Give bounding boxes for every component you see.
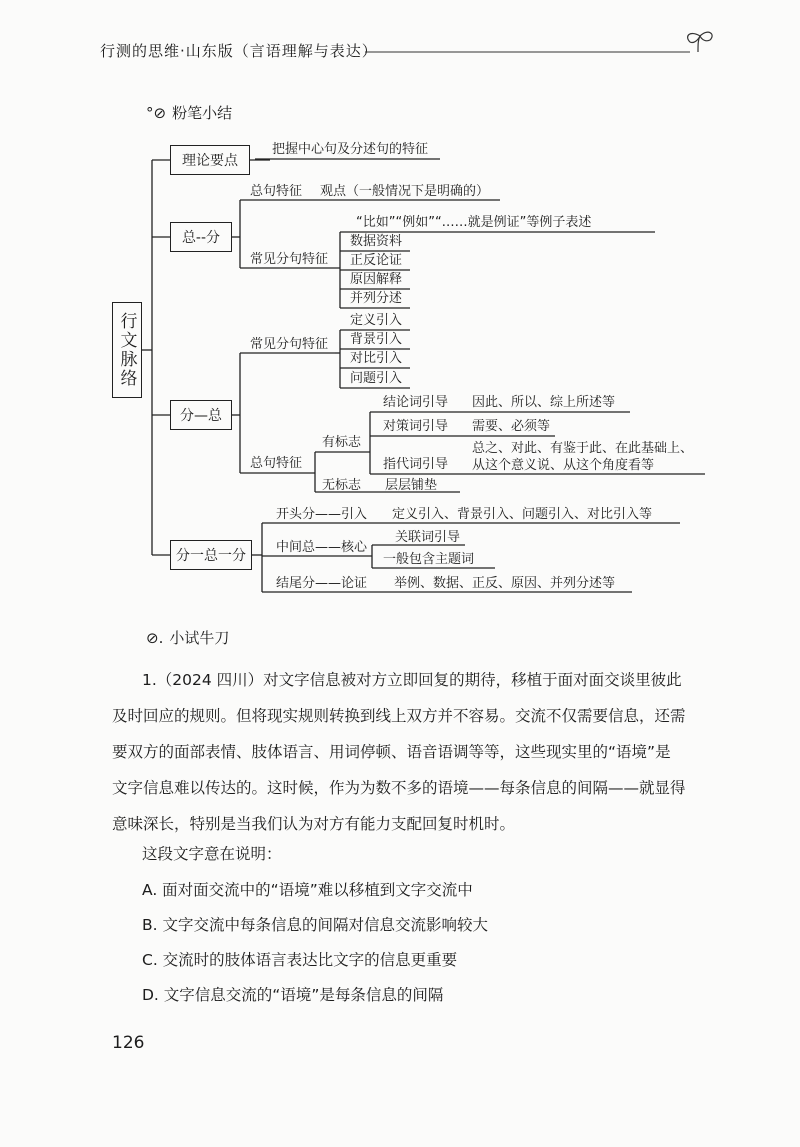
node-middle: 中间总——核心 — [276, 540, 368, 555]
list-item: 一般包含主题词 — [383, 552, 475, 567]
marker-pronoun-label: 指代词引导 — [383, 457, 449, 472]
node-opening-value: 定义引入、背景引入、问题引入、对比引入等 — [392, 507, 653, 522]
section-summary-label: 粉笔小结 — [172, 104, 233, 122]
node-without-marker-value: 层层铺垫 — [385, 478, 438, 493]
circle-slash-icon: °⊘ — [146, 104, 167, 122]
question-prompt: 这段文字意在说明： — [142, 845, 282, 863]
option-a: A. 面对面交流中的“语境”难以移植到文字交流中 — [142, 881, 473, 899]
node-without-marker: 无标志 — [322, 478, 362, 493]
marker-pronoun-value: 总之、对此、有鉴于此、在此基础上、 — [472, 441, 694, 456]
passage-line: 及时回应的规则。但将现实规则转换到线上双方并不容易。交流不仅需要信息，还需 — [112, 707, 686, 725]
list-item: “比如”“例如”“……就是例证”等例子表述 — [356, 215, 592, 230]
option-d: D. 文字信息交流的“语境”是每条信息的间隔 — [142, 986, 444, 1004]
list-item: 正反论证 — [350, 253, 403, 268]
passage-line: 文字信息难以传达的。这时候，作为为数不多的语境——每条信息的间隔——就显得 — [112, 779, 686, 797]
node-theory-points: 理论要点 — [170, 145, 250, 175]
node-specific-to-general: 分—总 — [170, 400, 232, 430]
running-header: 行测的思维·山东版（言语理解与表达） — [100, 42, 378, 60]
node-topic-sentence-label: 总句特征 — [250, 184, 303, 199]
node-specific-general-specific: 分一总一分 — [170, 540, 252, 570]
passage-line: 1.（2024 四川）对文字信息被对方立即回复的期待，移植于面对面交谈里彼此 — [142, 671, 682, 689]
passage-line: 要双方的面部表情、肢体语言、用词停顿、语音语调等等，这些现实里的“语境”是 — [112, 743, 671, 761]
list-item: 原因解释 — [350, 272, 403, 287]
option-c: C. 交流时的肢体语言表达比文字的信息更重要 — [142, 951, 458, 969]
marker-conclusion-value: 因此、所以、综上所述等 — [472, 395, 616, 410]
node-topic-sentence-label-2: 总句特征 — [250, 456, 303, 471]
list-item: 数据资料 — [350, 234, 403, 249]
node-general-to-specific: 总--分 — [170, 222, 232, 252]
list-item: 对比引入 — [350, 351, 403, 366]
section-practice-title — [146, 627, 229, 648]
question-passage — [112, 662, 712, 842]
node-sub-sentence-label: 常见分句特征 — [250, 252, 329, 267]
mindmap-root: 行文脉络 — [112, 302, 142, 398]
marker-conclusion-label: 结论词引导 — [383, 395, 449, 410]
list-item: 并列分述 — [350, 291, 403, 306]
option-b: B. 文字交流中每条信息的间隔对信息交流影响较大 — [142, 916, 488, 934]
marker-pronoun-value-2: 从这个意义说、从这个角度看等 — [472, 458, 655, 473]
node-opening: 开头分——引入 — [276, 507, 368, 522]
passage-line: 意味深长，特别是当我们认为对方有能力支配回复时机时。 — [112, 815, 516, 833]
list-item: 问题引入 — [350, 371, 403, 386]
node-with-marker: 有标志 — [322, 435, 362, 450]
node-topic-sentence-value: 观点（一般情况下是明确的） — [320, 184, 490, 199]
node-ending-value: 举例、数据、正反、原因、并列分述等 — [394, 576, 616, 591]
marker-countermeasure-value: 需要、必须等 — [472, 419, 551, 434]
list-item: 背景引入 — [350, 332, 403, 347]
page-number: 126 — [112, 1033, 145, 1053]
list-item: 关联词引导 — [395, 530, 461, 545]
circle-slash-icon: ⊘. — [146, 629, 164, 647]
section-practice-label: 小试牛刀 — [169, 629, 230, 647]
node-ending: 结尾分——论证 — [276, 576, 368, 591]
node-sub-sentence-label-2: 常见分句特征 — [250, 337, 329, 352]
node-theory-item: 把握中心句及分述句的特征 — [272, 142, 429, 157]
marker-countermeasure-label: 对策词引导 — [383, 419, 449, 434]
list-item: 定义引入 — [350, 313, 403, 328]
